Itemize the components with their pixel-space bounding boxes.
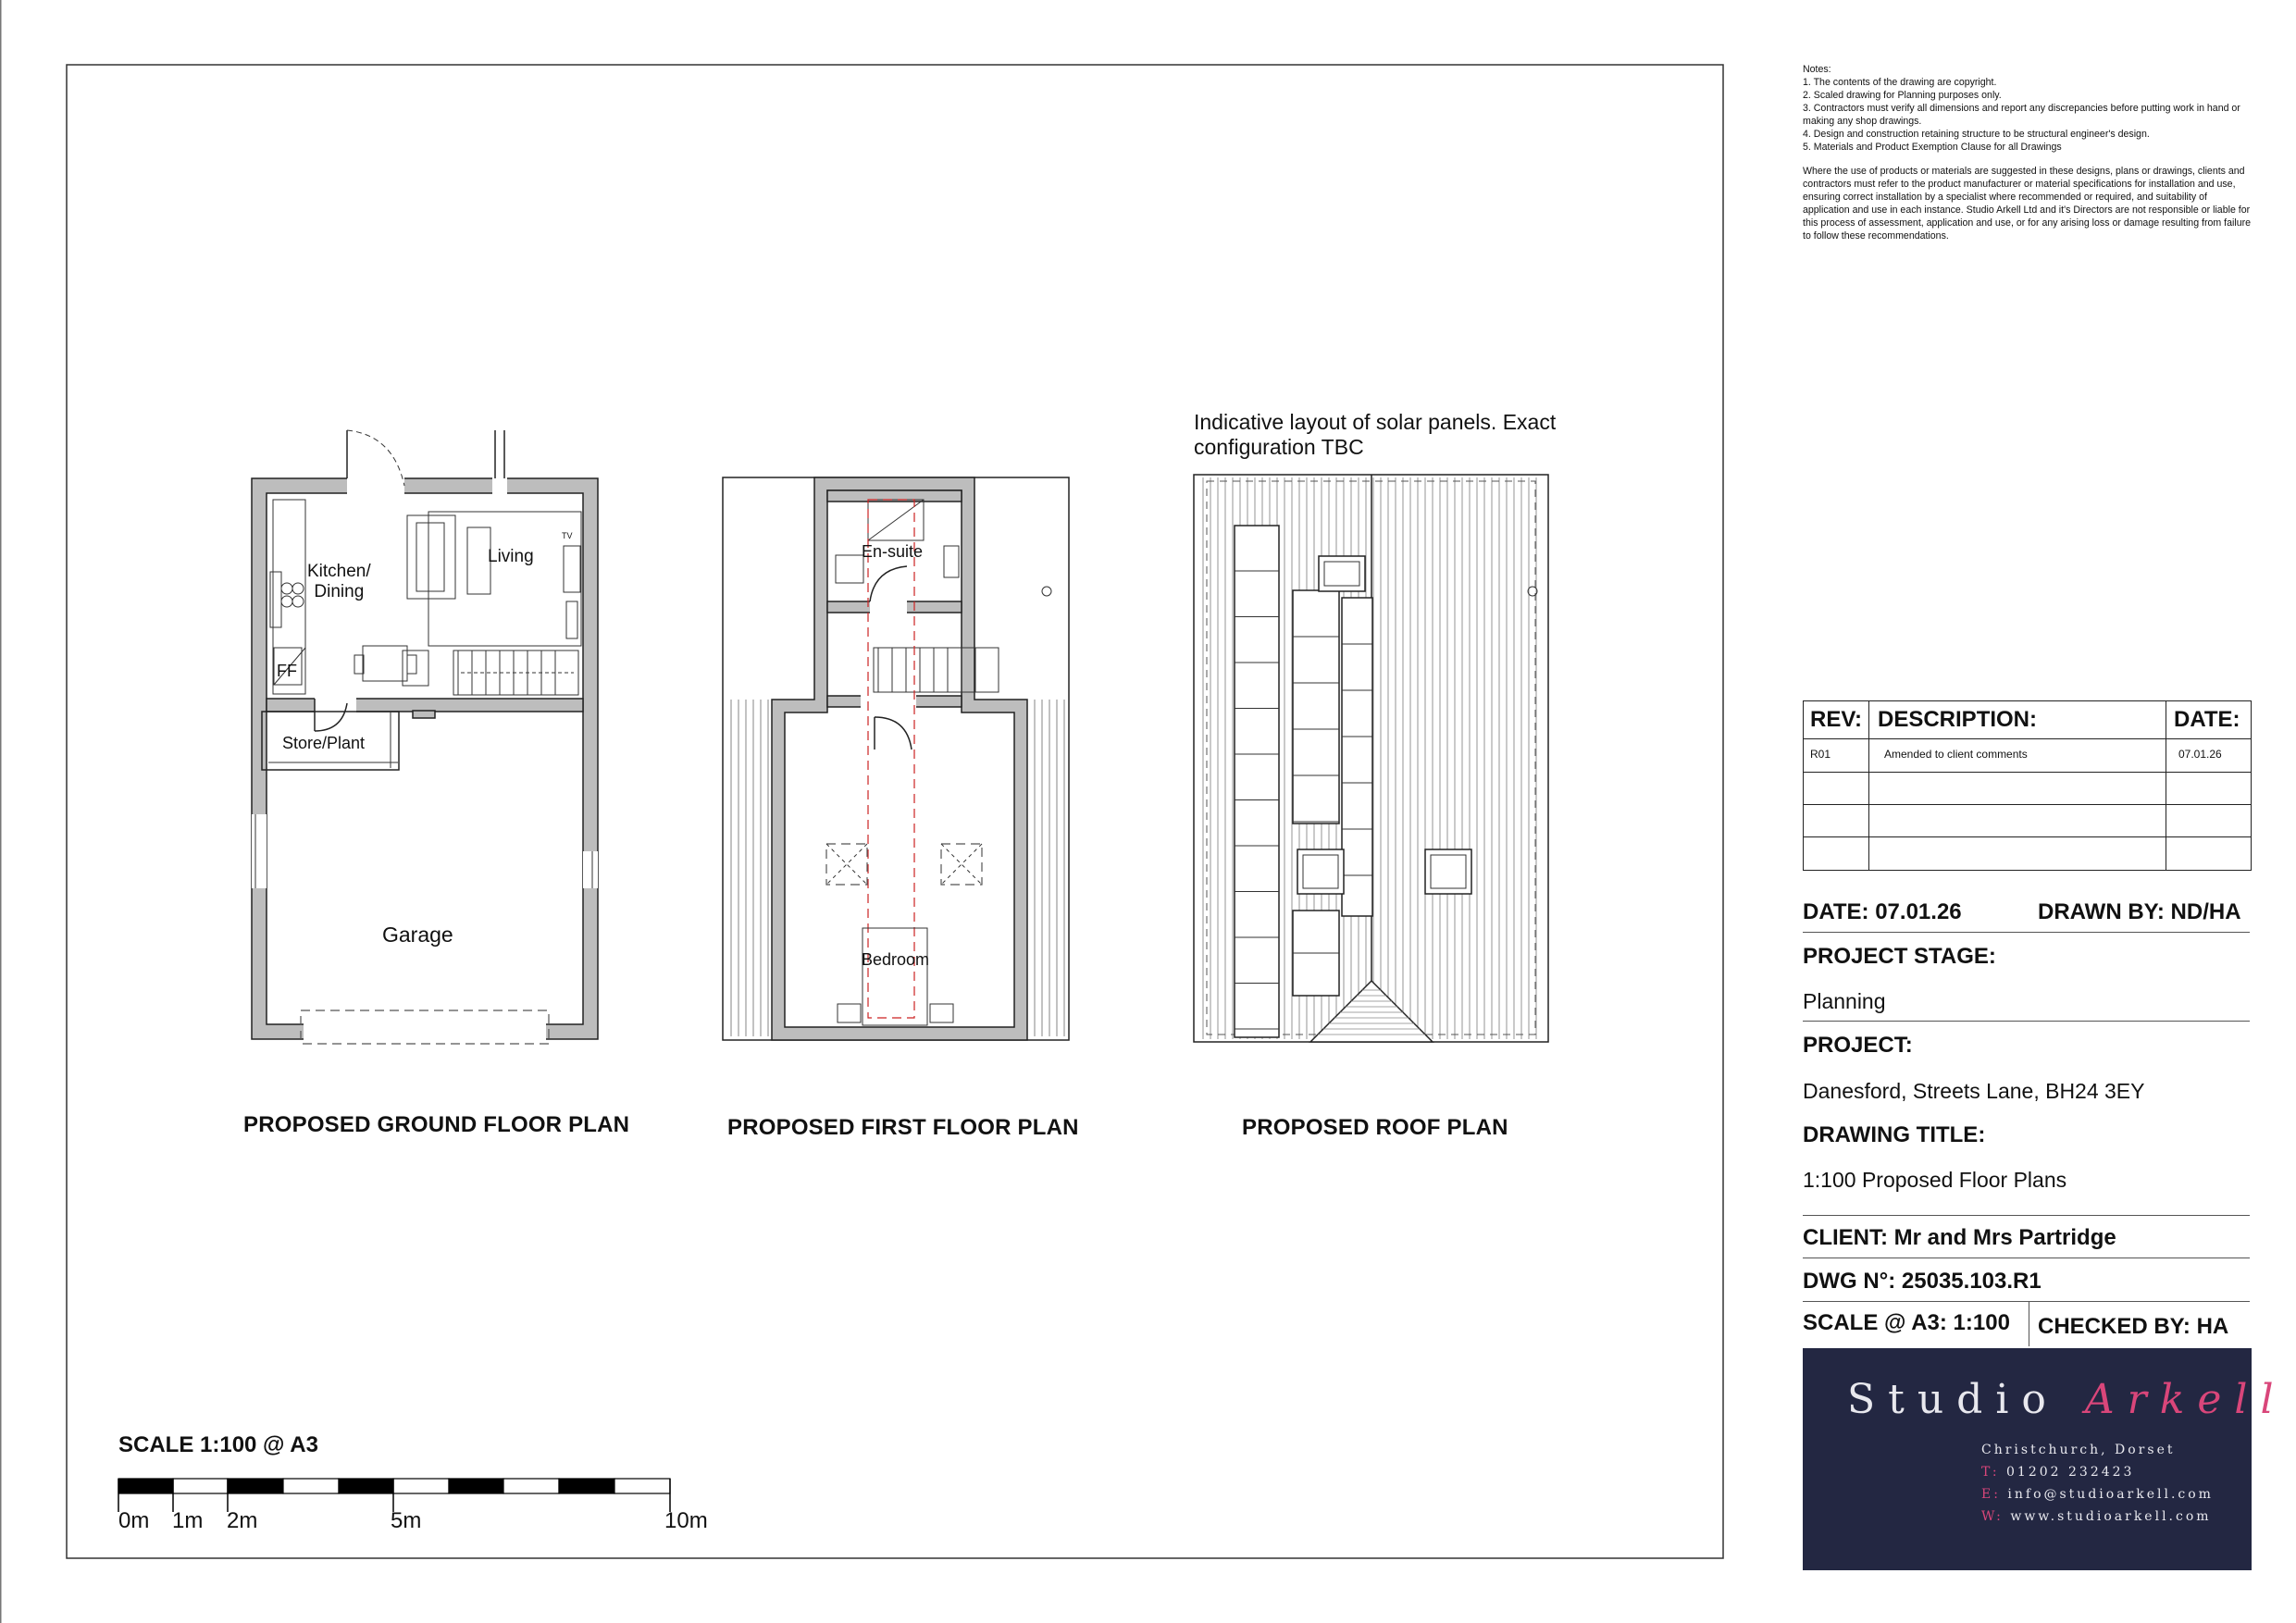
scale-segment bbox=[559, 1479, 614, 1493]
scale-segment bbox=[339, 1479, 393, 1493]
room-label-en-suite: En-suite bbox=[862, 542, 924, 561]
scale-tick-0m: 0m bbox=[118, 1508, 150, 1533]
hob-ring bbox=[281, 583, 292, 594]
solar-panel-column bbox=[1235, 526, 1279, 1037]
checked-by-field: CHECKED BY: HA bbox=[2038, 1314, 2229, 1339]
door-opening bbox=[861, 692, 916, 711]
tv-unit bbox=[564, 546, 580, 592]
project-value: Danesford, Streets Lane, BH24 3EY bbox=[1803, 1079, 2145, 1103]
room-label-kitchen-dining: Kitchen/ Dining bbox=[307, 562, 371, 601]
solar-panel-column bbox=[1342, 598, 1372, 916]
scale-bar bbox=[118, 1479, 670, 1512]
drawing-title-label: DRAWING TITLE: bbox=[1803, 1122, 1986, 1147]
rooflight bbox=[1425, 849, 1471, 894]
door-opening bbox=[870, 600, 907, 614]
dining-table bbox=[363, 646, 407, 681]
hob-ring bbox=[292, 583, 304, 594]
logo-location: Christchurch, Dorset bbox=[1981, 1443, 2176, 1457]
scale-segment bbox=[118, 1479, 173, 1493]
roof-plan-title: PROPOSED ROOF PLAN bbox=[1242, 1115, 1508, 1140]
room-label-living: Living bbox=[488, 547, 534, 566]
project-label: PROJECT: bbox=[1803, 1033, 1913, 1058]
scale-segment bbox=[173, 1479, 228, 1493]
client-field: CLIENT: Mr and Mrs Partridge bbox=[1803, 1225, 2116, 1250]
chair bbox=[407, 655, 416, 674]
drawing-notes bbox=[1803, 63, 2256, 242]
bedside-table bbox=[838, 1004, 861, 1022]
scale-field: SCALE @ A3: 1:100 bbox=[1803, 1310, 2010, 1335]
door-swing bbox=[875, 717, 912, 750]
roof-plan-drawing bbox=[1194, 475, 1548, 1042]
rev-header: REV: bbox=[1810, 707, 1863, 732]
flue bbox=[1528, 587, 1537, 596]
project-stage-label: PROJECT STAGE: bbox=[1803, 944, 1996, 969]
door-swing bbox=[870, 566, 907, 601]
hob-ring bbox=[281, 596, 292, 607]
notes-disclaimer: Where the use of products or materials are suggested in these designs, plans or drawings, clients and contractors must refer to the product manufacturer or material specifications for installation and use, ensuring correct installation by a specialist where recommended or required, and suitability of application and use in each instance. Studio Arkell Ltd and it's Directors are not responsible or liable for this process of assessment, application and use, or for any arising loss or damage resulting from failure to follow these recommendations. bbox=[1803, 166, 2252, 242]
side-window bbox=[583, 851, 598, 888]
flue bbox=[1042, 587, 1051, 596]
room-label-garage: Garage bbox=[382, 923, 453, 947]
note-item: 1. The contents of the drawing are copyright. bbox=[1803, 77, 1997, 88]
drawing-title-value: 1:100 Proposed Floor Plans bbox=[1803, 1168, 2067, 1192]
logo-wordmark: Studio Arkell bbox=[1847, 1376, 2287, 1423]
room-label-tv: TV bbox=[562, 531, 573, 540]
side-window bbox=[252, 814, 267, 888]
note-item: 4. Design and construction retaining structure to be structural engineer's design. bbox=[1803, 129, 2150, 140]
dwg-number-field: DWG N°: 25035.103.R1 bbox=[1803, 1269, 2042, 1294]
bedside-table bbox=[930, 1004, 953, 1022]
garage-door-opening bbox=[304, 1022, 546, 1041]
scale-segment bbox=[614, 1479, 670, 1493]
sheet-border bbox=[67, 65, 1723, 1558]
hob-ring bbox=[292, 596, 304, 607]
cabinet bbox=[566, 601, 577, 638]
date-header: DATE: bbox=[2174, 707, 2240, 732]
revision-row-date: 07.01.26 bbox=[2178, 748, 2222, 761]
revision-row-rev: R01 bbox=[1810, 748, 1831, 761]
rooflight bbox=[1297, 849, 1344, 894]
note-item: 2. Scaled drawing for Planning purposes only. bbox=[1803, 90, 2002, 101]
sofa bbox=[407, 515, 455, 599]
wall-pier bbox=[413, 711, 435, 718]
revision-row-description: Amended to client comments bbox=[1884, 748, 2028, 761]
scale-segment bbox=[503, 1479, 559, 1493]
studio-arkell-logo-block bbox=[1803, 1348, 2287, 1570]
first-floor-plan-title: PROPOSED FIRST FLOOR PLAN bbox=[727, 1115, 1079, 1140]
living-rug bbox=[428, 512, 581, 646]
room-label-store-plant: Store/Plant bbox=[282, 734, 366, 752]
logo-email: E: info@studioarkell.com bbox=[1981, 1487, 2214, 1502]
chair bbox=[403, 650, 428, 686]
revision-table bbox=[1803, 700, 2252, 871]
logo-website: W: www.studioarkell.com bbox=[1981, 1509, 2212, 1524]
room-label-bedroom: Bedroom bbox=[862, 950, 930, 969]
scale-tick-2m: 2m bbox=[227, 1508, 258, 1533]
wc bbox=[944, 546, 959, 577]
shower-tray bbox=[868, 500, 924, 540]
ground-floor-plan-title: PROPOSED GROUND FLOOR PLAN bbox=[243, 1112, 630, 1137]
solar-panel-column bbox=[1293, 590, 1339, 824]
window bbox=[270, 572, 281, 627]
description-header: DESCRIPTION: bbox=[1878, 707, 2038, 732]
outer-wall bbox=[252, 478, 598, 1039]
notes-heading: Notes: bbox=[1803, 64, 1831, 75]
scale-segment bbox=[228, 1479, 283, 1493]
scale-tick-5m: 5m bbox=[391, 1508, 422, 1533]
scale-segment bbox=[449, 1479, 503, 1493]
sofa-seat bbox=[416, 523, 444, 591]
note-item: 3. Contractors must verify all dimensions and report any discrepancies before putting work in hand or making any shop drawings. bbox=[1803, 103, 2240, 127]
room-label-ff: FF bbox=[277, 662, 297, 680]
project-stage-value: Planning bbox=[1803, 989, 1886, 1013]
scale-segment bbox=[283, 1479, 339, 1493]
note-item: 5. Materials and Product Exemption Clause for all Drawings bbox=[1803, 142, 2062, 153]
drawn-by-field: DRAWN BY: ND/HA bbox=[2038, 899, 2241, 924]
date-field: DATE: 07.01.26 bbox=[1803, 899, 1962, 924]
door-opening bbox=[347, 477, 404, 495]
basin bbox=[836, 555, 863, 583]
door-opening bbox=[492, 477, 507, 495]
scale-label: SCALE 1:100 @ A3 bbox=[118, 1432, 318, 1457]
scale-segment bbox=[393, 1479, 449, 1493]
scale-tick-10m: 10m bbox=[664, 1508, 708, 1533]
bed bbox=[862, 928, 930, 1025]
scale-tick-1m: 1m bbox=[172, 1508, 204, 1533]
solar-panel-note: Indicative layout of solar panels. Exact configuration TBC bbox=[1194, 410, 1557, 459]
ridge-line bbox=[868, 500, 914, 1018]
logo-phone: T: 01202 232423 bbox=[1981, 1465, 2135, 1480]
